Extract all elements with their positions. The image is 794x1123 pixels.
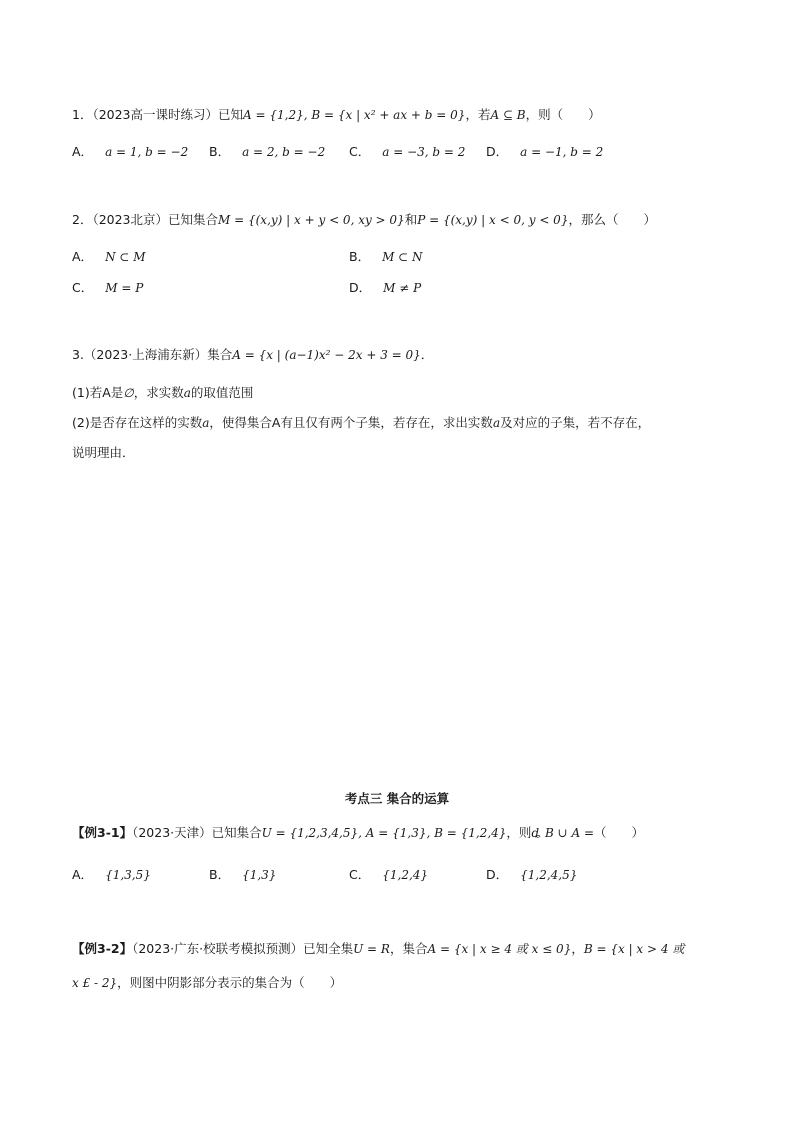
question-2-stem [72,211,656,229]
example-3-1-option-d[interactable] [486,866,577,884]
example-3-2-math: U = R [353,942,390,956]
question-1-option-c[interactable] [349,143,465,161]
option-label: A． [72,144,94,159]
question-2-suffix: ，那么（ ） [568,212,656,227]
part-2-math-2: a [492,416,501,430]
part-1-math: ∅ [123,386,134,400]
question-1-suffix: ，则（ ） [525,107,601,122]
part-2-text-c: 及对应的子集，若不存在， [500,415,651,430]
question-1-math: A = {1,2}, B = {x | x² + ax + b = 0} [243,108,466,122]
question-1-option-a[interactable] [72,143,188,161]
example-3-1-suffix: （ ） [594,825,645,840]
option-text: {1,2,4} [382,868,429,882]
option-label: C． [72,280,94,295]
example-3-1-option-b[interactable] [209,866,276,884]
example-3-2-math-2: A = {x | x ≥ 4 或 x ≤ 0} [427,942,572,956]
option-label: B． [209,867,231,882]
question-3-stem [72,346,433,364]
question-1-math-2: A ⊆ B [490,108,526,122]
option-label: B． [209,144,231,159]
question-3-prefix: 3.（2023·上海浦东新）集合 [72,347,233,362]
question-3-math: A = {x | (a−1)x² − 2x + 3 = 0} [232,348,421,362]
example-3-2-mid-2: ， [571,941,584,956]
option-label: A． [72,249,94,264]
question-3-part-2 [72,414,650,432]
question-2-math-2: P = {(x,y) | x < 0, y < 0} [417,213,569,227]
question-2-math: M = {(x,y) | x + y < 0, xy > 0} [218,213,405,227]
section-title: 考点三 集合的运算 [344,791,450,806]
part-1-math-2: a [183,386,191,400]
part-2-math: a [202,416,210,430]
question-3-part-1 [72,384,253,402]
question-3-part-2-continued [72,444,135,462]
example-3-2-math-3: B = {x | x > 4 或 [583,942,685,956]
question-2-option-d[interactable] [349,279,421,297]
question-1-option-b[interactable] [209,143,325,161]
question-2-option-a[interactable] [72,248,146,266]
option-label: B． [349,249,371,264]
option-label: D． [349,280,372,295]
example-3-1-option-a[interactable] [72,866,151,884]
question-2-option-c[interactable] [72,279,143,297]
question-2-mid: 和 [404,212,418,227]
option-text: M = P [105,281,144,295]
option-text: M ≠ P [383,281,422,295]
option-text: N ⊂ M [105,250,146,264]
option-text: {1,3} [242,868,277,882]
example-3-1-math-2: ȡ B ∪ A = [531,826,595,840]
example-3-2-line-2-math: x £ - 2} [72,976,118,990]
part-2-text-a: (2)是否存在这样的实数 [72,415,203,430]
option-text: a = −1, b = 2 [520,145,604,159]
part-1-text-a: (1)若A是 [72,385,124,400]
option-text: {1,3,5} [105,868,151,882]
example-3-1-math: U = {1,2,3,4,5}, A = {1,3}, B = {1,2,4} [261,826,507,840]
example-3-2-stem [72,940,684,958]
example-3-2-mid: ，集合 [389,941,428,956]
part-2-text-b: ，使得集合A有且仅有两个子集，若存在，求出实数 [209,415,493,430]
example-3-1-mid: ，则 [506,825,532,840]
question-1-option-d[interactable] [486,143,603,161]
question-1-stem [72,106,601,124]
question-2-option-b[interactable] [349,248,423,266]
part-1-text-c: 的取值范围 [190,385,254,400]
option-text: {1,2,4,5} [520,868,578,882]
question-2-prefix: 2．（2023北京）已知集合 [72,212,219,227]
part-1-text-b: ，求实数 [133,385,184,400]
option-text: a = 2, b = −2 [242,145,326,159]
option-label: C． [349,867,371,882]
example-3-2-line-2-suffix: ，则图中阴影部分表示的集合为（ ） [117,975,343,990]
question-1-mid: ，若 [465,107,491,122]
example-3-1-option-c[interactable] [349,866,428,884]
question-3-suffix: ． [420,347,434,362]
option-text: a = 1, b = −2 [105,145,189,159]
example-3-2-tag: 【例3-2】 [72,941,133,956]
example-3-1-tag: 【例3-1】 [72,825,133,840]
option-label: D． [486,867,509,882]
example-3-2-prefix: （2023·广东·校联考模拟预测）已知全集 [132,941,354,956]
part-2-line-2: 说明理由． [72,445,135,460]
option-label: D． [486,144,509,159]
example-3-1-prefix: （2023·天津）已知集合 [132,825,262,840]
option-text: M ⊂ N [382,250,423,264]
example-3-1-stem [72,824,644,842]
example-3-2-stem-line-2 [72,974,342,992]
option-label: C． [349,144,371,159]
question-1-prefix: 1．（2023高一课时练习）已知 [72,107,244,122]
option-label: A． [72,867,94,882]
option-text: a = −3, b = 2 [382,145,466,159]
